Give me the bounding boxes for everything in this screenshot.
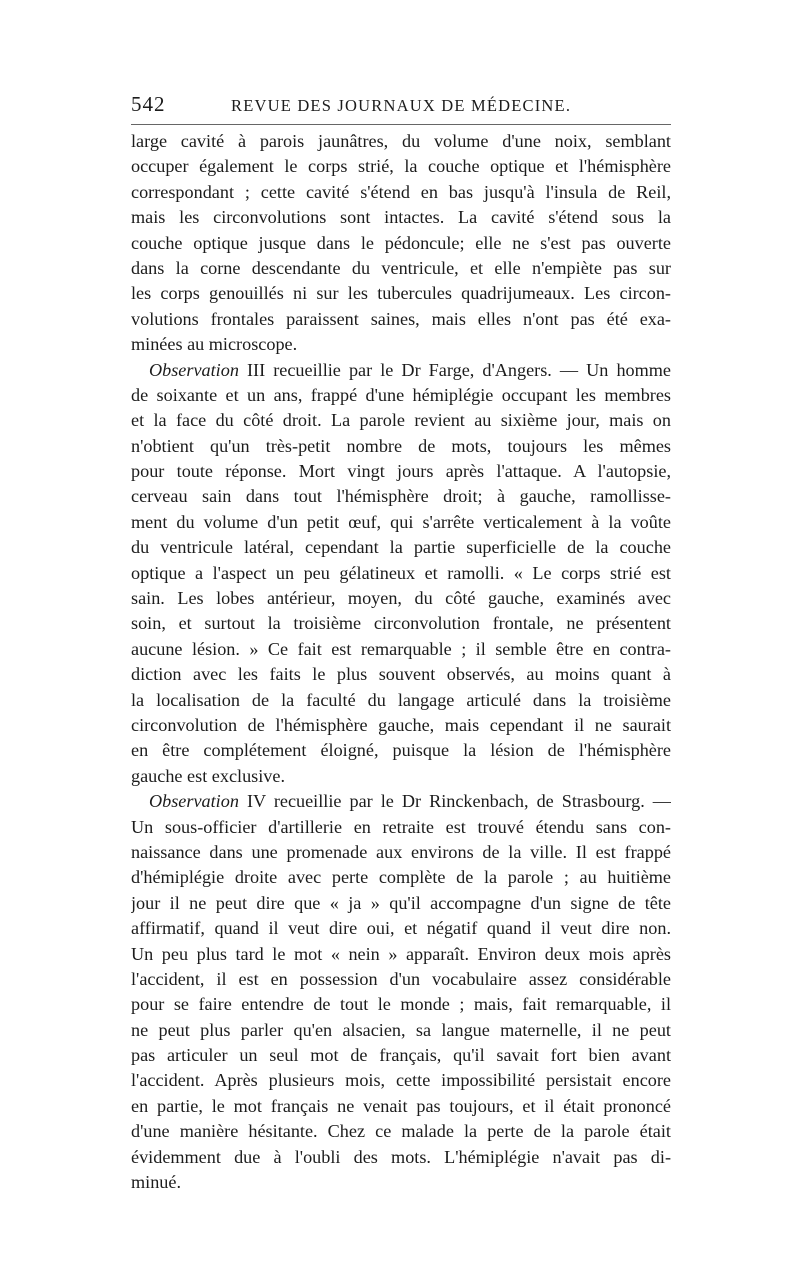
text-line: la localisation de la faculté du langage articulé dans la troisième <box>131 689 671 710</box>
text-line: pour se faire entendre de tout le monde ; mais, fait remarquable, il <box>131 994 671 1015</box>
text-line: dans la corne descendante du ventricule, et elle n'empiète pas sur <box>131 257 671 278</box>
text-line: et la face du côté droit. La parole revient au sixième jour, mais on <box>131 410 671 431</box>
text-line: pas articuler un seul mot de français, qu'il savait fort bien avant <box>131 1045 671 1066</box>
text-line: optique a l'aspect un peu gélatineux et ramolli. « Le corps strié est <box>131 562 671 583</box>
text-line: n'obtient qu'un très-petit nombre de mots, toujours les mêmes <box>131 435 671 456</box>
text-run: III recueillie par le Dr Farge, d'Angers. — Un homme <box>238 359 671 380</box>
text-line: gauche est exclusive. <box>131 765 286 786</box>
page-body <box>131 129 671 1195</box>
text-line: pour toute réponse. Mort vingt jours après l'attaque. A l'autopsie, <box>131 461 671 482</box>
paragraph <box>131 358 671 790</box>
text-line: Un sous-officier d'artillerie en retraite est trouvé étendu sans con- <box>131 816 671 837</box>
text-line: d'une manière hésitante. Chez ce malade la perte de la parole était <box>131 1121 671 1142</box>
text-line: cerveau sain dans tout l'hémisphère droit; à gauche, ramollisse- <box>131 486 671 507</box>
text-line: diction avec les faits le plus souvent observés, au moins quant à <box>131 664 671 685</box>
text-line: en être complétement éloigné, puisque la lésion de l'hémisphère <box>131 740 671 761</box>
text-line: aucune lésion. » Ce fait est remarquable ; il semble être en contra- <box>131 638 671 659</box>
text-line: Un peu plus tard le mot « nein » apparaît. Environ deux mois après <box>131 943 671 964</box>
observation-label: Observation <box>149 359 239 380</box>
text-run: IV recueillie par le Dr Rinckenbach, de Strasbourg. — <box>238 791 671 812</box>
text-line: en partie, le mot français ne venait pas toujours, et il était prononcé <box>131 1095 671 1116</box>
text-line: couche optique jusque dans le pédoncule; elle ne s'est pas ouverte <box>131 232 671 253</box>
text-line: correspondant ; cette cavité s'étend en bas jusqu'à l'insula de Reil, <box>131 181 671 202</box>
text-line <box>131 789 671 814</box>
text-line <box>131 358 671 383</box>
text-line: mais les circonvolutions sont intactes. La cavité s'étend sous la <box>131 207 671 228</box>
page-header <box>131 90 671 125</box>
text-line: occuper également le corps strié, la couche optique et l'hémisphère <box>131 156 671 177</box>
page-number: 542 <box>131 92 166 116</box>
paragraph <box>131 789 671 1195</box>
text-line: de soixante et un ans, frappé d'une hémiplégie occupant les membres <box>131 384 671 405</box>
running-title: REVUE DES JOURNAUX DE MÉDECINE. <box>231 96 572 115</box>
text-line: large cavité à parois jaunâtres, du volume d'une noix, semblant <box>131 131 671 151</box>
text-line: affirmatif, quand il veut dire oui, et négatif quand il veut dire non. <box>131 918 671 939</box>
text-line: minées au microscope. <box>131 334 298 355</box>
observation-label: Observation <box>149 791 239 812</box>
text-line: jour il ne peut dire que « ja » qu'il accompagne d'un signe de tête <box>131 892 671 913</box>
text-line: ne peut plus parler qu'en alsacien, sa langue maternelle, il ne peut <box>131 1019 671 1040</box>
text-line: du ventricule latéral, cependant la partie superficielle de la couche <box>131 537 671 558</box>
book-page <box>131 90 671 1195</box>
text-line: d'hémiplégie droite avec perte complète de la parole ; au huitième <box>131 867 671 888</box>
text-line: évidemment due à l'oubli des mots. L'hémiplégie n'avait pas di- <box>131 1146 671 1167</box>
text-line: soin, et surtout la troisième circonvolution frontale, ne présentent <box>131 613 671 634</box>
paragraph <box>131 129 671 358</box>
text-line: les corps genouillés ni sur les tubercules quadrijumeaux. Les circon- <box>131 283 671 304</box>
text-line: ment du volume d'un petit œuf, qui s'arrête verticalement à la voûte <box>131 511 671 532</box>
text-line: volutions frontales paraissent saines, mais elles n'ont pas été exa- <box>131 308 671 329</box>
text-line: l'accident. Après plusieurs mois, cette impossibilité persistait encore <box>131 1070 671 1091</box>
text-line: naissance dans une promenade aux environs de la ville. Il est frappé <box>131 841 671 862</box>
text-line: circonvolution de l'hémisphère gauche, mais cependant il ne saurait <box>131 714 671 735</box>
text-line: sain. Les lobes antérieur, moyen, du côté gauche, examinés avec <box>131 588 671 609</box>
text-line: l'accident, il est en possession d'un vocabulaire assez considérable <box>131 968 671 989</box>
text-line: minué. <box>131 1172 182 1193</box>
